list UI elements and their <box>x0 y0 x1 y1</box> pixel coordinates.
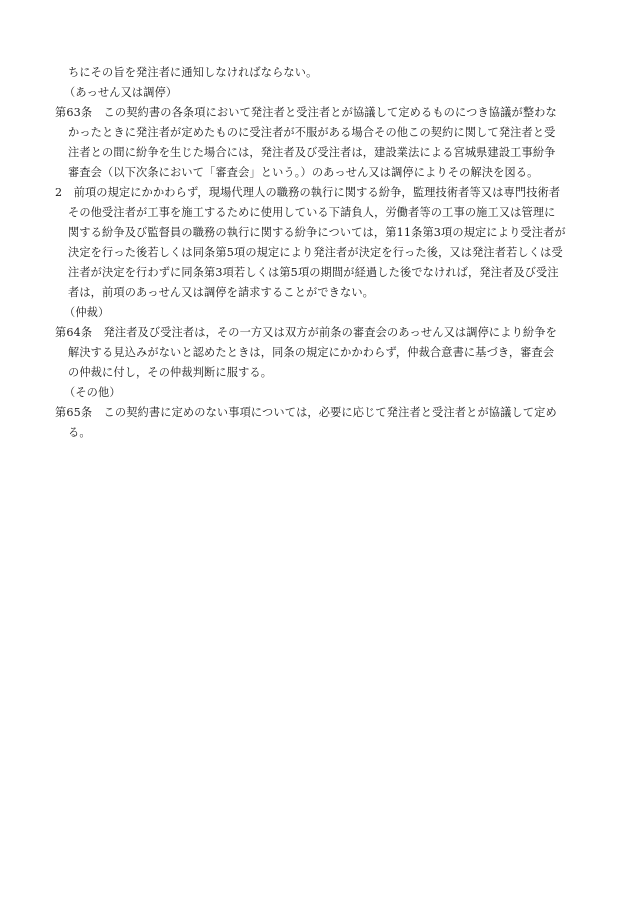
article-62-continuation: ちにその旨を発注者に通知しなければならない。 <box>68 66 318 79</box>
article-65-line: る。 <box>68 426 91 439</box>
article-63-paragraph-2-line: 2 前項の規定にかかわらず，現場代理人の職務の執行に関する紛争，監理技術者等又は専門技術者 <box>55 186 561 199</box>
article-65-line: 第65条 この契約書に定めのない事項については，必要に応じて発注者と受注者とが協議して定め <box>55 406 557 419</box>
article-63-line: 第63条 この契約書の各条項において発注者と受注者とが協議して定めるものにつき協議が整わな <box>55 106 557 119</box>
article-63-paragraph-2-line: 決定を行った後若しくは同条第5項の規定により発注者が決定を行った後，又は発注者若しくは受 <box>68 246 563 259</box>
article-64-line: 解決する見込みがないと認めたときは，同条の規定にかかわらず，仲裁合意書に基づき，審査会 <box>68 346 555 359</box>
article-63-line: かったときに発注者が定めたものに受注者が不服がある場合その他この契約に関して発注者と受 <box>68 126 556 139</box>
article-63-paragraph-2-line: その他受注者が工事を施工するために使用している下請負人，労働者等の工事の施工又は管理に <box>68 206 556 219</box>
article-63-paragraph-2-line: 者は，前項のあっせん又は調停を請求することができない。 <box>68 286 375 299</box>
article-63-paragraph-2-line: 注者が決定を行わずに同条第3項若しくは第5項の期間が経過した後でなければ，発注者及び受注 <box>68 266 559 279</box>
article-64-heading: （仲裁） <box>64 306 110 319</box>
document-body <box>55 63 577 443</box>
article-63-paragraph-2-line: 関する紛争及び監督員の職務の執行に関する紛争については，第11条第3項の規定により受注者が <box>68 226 566 239</box>
article-64-line: の仲裁に付し，その仲裁判断に服する。 <box>68 366 273 379</box>
article-63-heading: （あっせん又は調停） <box>64 86 178 99</box>
article-63-line: 審査会（以下次条において「審査会」という。）のあっせん又は調停によりその解決を図る。 <box>68 166 539 179</box>
article-64-line: 第64条 発注者及び受注者は，その一方又は双方が前条の審査会のあっせん又は調停により紛争を <box>55 326 557 339</box>
article-63-line: 注者との間に紛争を生じた場合には，発注者及び受注者は，建設業法による宮城県建設工事紛争 <box>68 146 556 159</box>
article-65-heading: （その他） <box>64 386 121 399</box>
